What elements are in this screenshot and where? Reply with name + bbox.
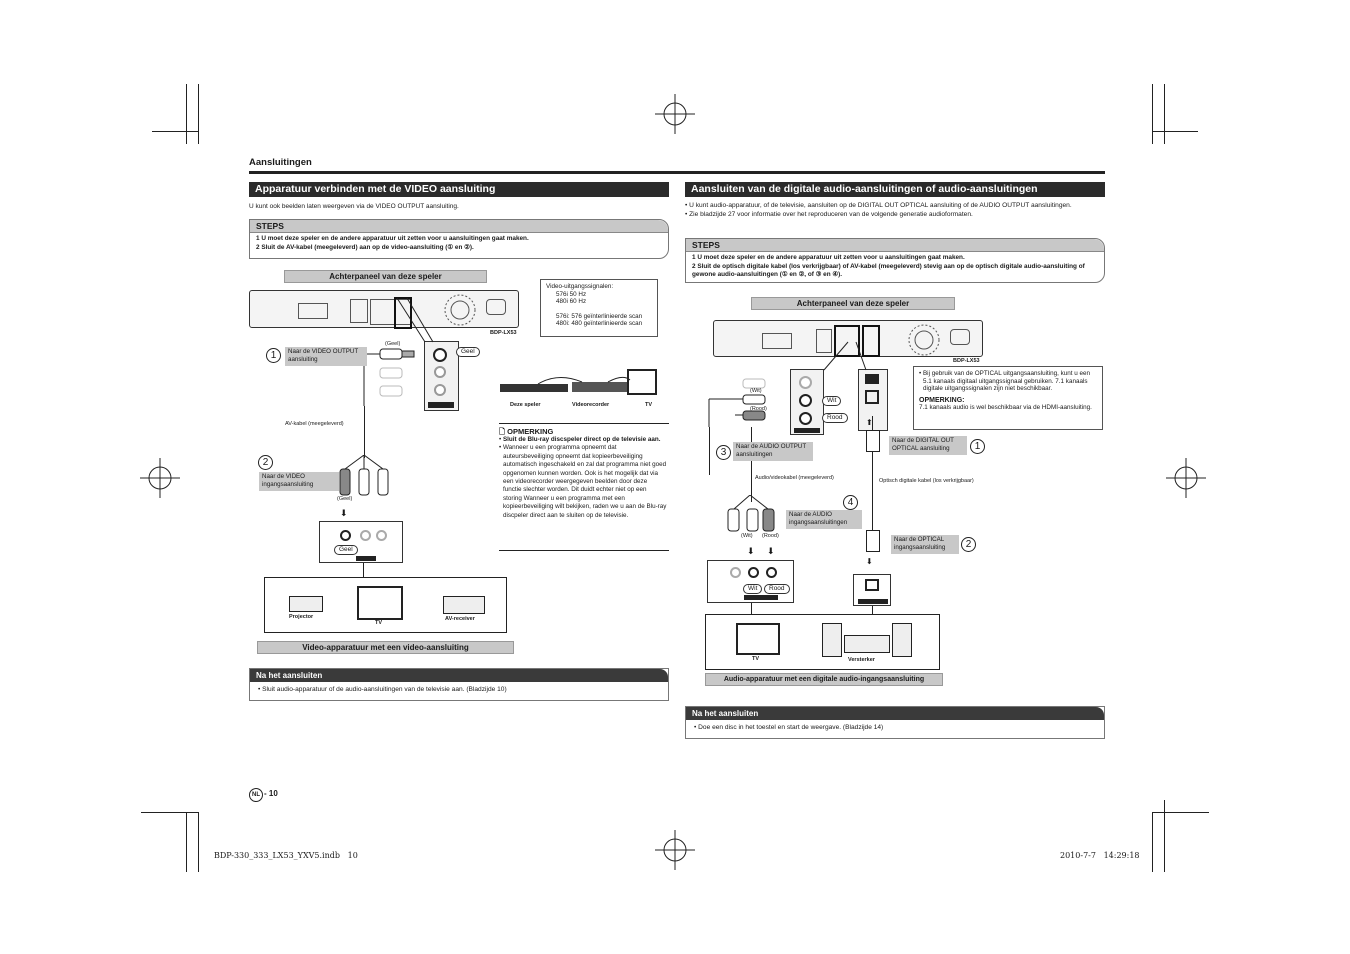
note-rule <box>499 423 669 424</box>
step-marker-3: 3 <box>716 445 731 460</box>
left-caption: Video-apparatuur met een video-aansluiting <box>257 641 514 654</box>
audio-cable-line <box>709 427 710 475</box>
geel-label-bottom: (Geel) <box>337 496 353 502</box>
projector-label: Projector <box>289 614 314 620</box>
callout-optical-input: Naar de OPTICAL ingangsaansluiting <box>891 535 959 554</box>
registration-mark <box>1166 458 1206 498</box>
crop-mark <box>1152 812 1153 872</box>
rood-label-top: (Rood) <box>750 406 767 412</box>
crop-mark <box>1152 812 1209 813</box>
callout-audio-input: Naar de AUDIO ingangsaansluitingen <box>786 510 862 529</box>
audio-input-panel <box>707 560 794 603</box>
zoom-connector <box>395 296 435 344</box>
right-caption: Audio-apparatuur met een digitale audio-ingangsaansluiting <box>705 673 943 686</box>
projector-icon <box>289 596 323 612</box>
speaker-icon <box>892 623 912 657</box>
crop-mark <box>1164 800 1165 872</box>
right-section-title: Aansluiten van de digitale audio-aansluitingen of audio-aansluitingen <box>685 182 1105 197</box>
signal-line: 576i: 576 geïnterlinieerde scan <box>556 312 643 320</box>
tv-label: TV <box>375 620 383 626</box>
registration-mark <box>655 830 695 870</box>
note-rule <box>499 550 669 551</box>
step-1: 1 U moet deze speler en de andere apparatuur uit zetten voor u aansluitingen gaat maken. <box>692 254 965 261</box>
after-text: Sluit audio-apparatuur of de audio-aansluitingen van de televisie aan. (Bladzijde 10) <box>262 686 507 693</box>
audio-cable-plugs <box>705 375 785 427</box>
steps-header: STEPS <box>250 220 668 233</box>
rood-pill-bottom: Rood <box>764 584 790 594</box>
callout-digital-out: Naar de DIGITAL OUT OPTICAL aansluiting <box>889 436 967 455</box>
geel-pill-bottom: Geel <box>334 545 358 555</box>
crop-mark <box>1152 84 1153 144</box>
note-bullet-2: Wanneer u een programma opneemt dat auteursbeveiliging opneemt dat kopieerbeveiliging automatisch ingeschakeld en zal dat programma niet goed opgenomen kunnen worden. Ook is het mogelijk dat via een videorecorder weergegeven beelden door deze functie slechter worden. Dit duidt echter niet op een storing Wanneer u een programma met een kopieerbeveiliging wilt bekijken, raden we u aan de Blu-ray discpeler direct aan te sluiten op de televisie. <box>502 444 667 519</box>
step-marker-1: 1 <box>970 439 985 454</box>
video-devices-box <box>264 577 507 633</box>
left-steps-box <box>249 219 669 259</box>
crop-mark <box>198 812 199 872</box>
step-1: 1 U moet deze speler en de andere apparatuur uit zetten voor u aansluitingen gaat maken. <box>256 235 529 242</box>
steps-header: STEPS <box>686 239 1104 252</box>
video-signals-box <box>540 279 658 337</box>
crop-mark <box>198 84 199 144</box>
step-2: 2 Sluit de optisch digitale kabel (los verkrijgbaar) of AV-kabel (meegeleverd) stevig aan op de optisch digitale audio-aansluiting of gewone audio-aansluitingen (① en ②, of ③ en ④). <box>692 262 1085 278</box>
wit-pill: Wit <box>822 396 841 406</box>
header-rule <box>249 171 1105 174</box>
step-2: 2 Sluit de AV-kabel (meegeleverd) aan op de video-aansluiting (① en ②). <box>256 243 474 251</box>
audio-cable-line <box>751 427 752 502</box>
optical-plug <box>866 430 880 452</box>
right-after-box: Na het aansluiten • Doe een disc in het toestel en start de weergave. (Bladzijde 14) <box>685 706 1105 739</box>
left-intro: U kunt ook beelden laten weergeven via de VIDEO OUTPUT aansluiting. <box>249 203 459 210</box>
arrow-up-icon: ⬆ <box>866 418 873 427</box>
amplifier-icon <box>844 635 890 653</box>
crop-mark <box>1152 131 1198 132</box>
note-text: 7.1 kanaals audio is wel beschikbaar via de HDMI-aansluiting. <box>919 404 1092 411</box>
av-cable-line <box>364 406 365 458</box>
back-panel-label: Achterpaneel van deze speler <box>751 297 955 310</box>
tv-icon <box>736 623 780 655</box>
signals-heading: Video-uitgangssignalen: <box>546 283 614 290</box>
registration-mark <box>655 94 695 134</box>
callout-video-input: Naar de VIDEO ingangsaansluiting <box>259 472 339 491</box>
file-name: BDP-330_333_LX53_YXV5.indb 10 <box>214 851 358 860</box>
callout-video-output: Naar de VIDEO OUTPUT aansluiting <box>285 347 367 366</box>
audio-output-zoom <box>790 369 824 435</box>
model-label: BDP-LX53 <box>490 330 517 336</box>
step-marker-2: 2 <box>258 455 273 470</box>
right-steps-box <box>685 238 1105 283</box>
registration-mark <box>140 458 180 498</box>
av-cable-plugs <box>360 346 430 406</box>
video-input-panel <box>319 521 403 563</box>
speaker-icon <box>822 623 842 657</box>
note-bullet-1: Bij gebruik van de OPTICAL uitgangsaansluiting, kunt u een 5.1 kanaals digitaal uitgangssignaal gebruiken. 7.1 kanaals digitale uitgangssignalen zijn niet beschikbaar. <box>922 370 1091 392</box>
note-icon: 🗋 <box>499 427 508 436</box>
tv-label: TV <box>752 656 760 662</box>
crop-mark <box>141 812 198 813</box>
note-title-text: OPMERKING <box>507 427 554 436</box>
note-body: • Sluit de Blu-ray discspeler direct op de televisie aan. • Wanneer u een programma opneemt dat auteursbeveiliging opneemt dat kopieerbeveiliging automatisch ingeschakeld en zal dat programma niet goed opgenomen kunnen worden. Ook is het mogelijk dat via een videorecorder weergegeven beelden door deze functie slechter worden. Dit duidt echter niet op een storing Wanneer u een programma met een kopieerbeveiliging wilt bekijken, raden we u aan de Blu-ray discpeler direct aan te sluiten op de televisie. <box>499 436 667 519</box>
crop-mark <box>186 812 187 872</box>
audio-devices-box <box>705 614 940 670</box>
device-recorder-label: Videorecorder <box>572 402 610 408</box>
device-chain-illustration <box>498 368 658 400</box>
wit-label-top: (Wit) <box>750 388 762 394</box>
step-marker-2: 2 <box>961 537 976 552</box>
arrow-down-icon: ⬇ <box>747 546 755 556</box>
rood-label-bottom: (Rood) <box>762 533 779 539</box>
print-date: 2010-7-7 14:29:18 <box>1060 851 1140 860</box>
tv-icon <box>357 586 403 620</box>
section-heading: Aansluitingen <box>249 157 312 168</box>
geel-label-top: (Geel) <box>385 341 401 347</box>
callout-audio-output: Naar de AUDIO OUTPUT aansluitingen <box>733 442 813 461</box>
audio-cable-plugs-bottom <box>720 495 780 535</box>
step-marker-1: 1 <box>266 348 281 363</box>
signal-line: 576i 50 Hz <box>556 290 587 298</box>
intro-bullet-2: Zie bladzijde 27 voor informatie over het reproduceren van de volgende generatie audioformaten. <box>689 210 973 218</box>
back-panel-label: Achterpaneel van deze speler <box>284 270 487 283</box>
wit-label-bottom: (Wit) <box>741 533 753 539</box>
page-number: - 10 <box>264 789 278 798</box>
device-player-label: Deze speler <box>510 402 541 408</box>
step-marker-4: 4 <box>843 495 858 510</box>
optical-plug <box>866 530 880 552</box>
model-label: BDP-LX53 <box>953 358 980 364</box>
after-title: Na het aansluiten <box>686 707 1104 720</box>
language-badge: NL <box>249 788 263 802</box>
right-intro: • U kunt audio-apparatuur, of de televisie, aansluiten op de DIGITAL OUT OPTICAL aansluiting of de AUDIO OUTPUT aansluitingen. • Zie bladzijde 27 voor informatie over het reproduceren van de volgende generatie audioformaten. <box>685 202 1072 218</box>
av-cable-label: Audio/videokabel (meegeleverd) <box>755 475 834 481</box>
left-after-box: Na het aansluiten • Sluit audio-apparatuur of de audio-aansluitingen van de televisie aan. (Bladzijde 10) <box>249 668 669 701</box>
device-tv-label: TV <box>645 402 653 408</box>
zoom-connector <box>820 340 880 372</box>
note-title: OPMERKING: <box>919 396 965 404</box>
geel-pill: Geel <box>456 347 480 357</box>
player-back-panel <box>249 290 519 328</box>
av-receiver-label: AV-receiver <box>445 616 475 622</box>
amp-label: Versterker <box>848 657 875 663</box>
note-bullet-1: Sluit de Blu-ray discspeler direct op de televisie aan. <box>502 436 661 443</box>
after-title: Na het aansluiten <box>250 669 668 682</box>
optical-output-zoom <box>858 369 888 431</box>
left-section-title: Apparatuur verbinden met de VIDEO aansluiting <box>249 182 669 197</box>
signal-line: 480i 60 Hz <box>556 298 587 305</box>
wit-pill-bottom: Wit <box>743 584 762 594</box>
after-text: Doe een disc in het toestel en start de weergave. (Bladzijde 14) <box>698 724 884 731</box>
right-note-box: • Bij gebruik van de OPTICAL uitgangsaansluiting, kunt u een 5.1 kanaals digitaal uitgangssignaal gebruiken. 7.1 kanaals digitale uitgangssignalen zijn niet beschikbaar. OPMERKING: 7.1 kanaals audio is wel beschikbaar via de HDMI-aansluiting. <box>913 366 1103 430</box>
optical-input-panel <box>853 574 891 606</box>
crop-mark <box>1164 84 1165 144</box>
av-cable-label: AV-kabel (meegeleverd) <box>285 421 344 427</box>
av-receiver-icon <box>443 596 485 614</box>
connector-line <box>363 563 364 577</box>
intro-bullet-1: U kunt audio-apparatuur, of de televisie, aansluiten op de DIGITAL OUT OPTICAL aansluiting of de AUDIO OUTPUT aansluitingen. <box>689 202 1072 209</box>
arrow-down-icon: ⬇ <box>340 508 348 518</box>
optical-cable-label: Optisch digitale kabel (los verkrijgbaar) <box>879 478 974 484</box>
rood-pill: Rood <box>822 413 848 423</box>
arrow-down-icon: ⬇ <box>866 557 873 566</box>
crop-mark <box>186 84 187 144</box>
crop-mark <box>152 131 198 132</box>
signal-line: 480i: 480 geïnterlinieerde scan <box>556 320 643 327</box>
arrow-down-icon: ⬇ <box>767 546 775 556</box>
